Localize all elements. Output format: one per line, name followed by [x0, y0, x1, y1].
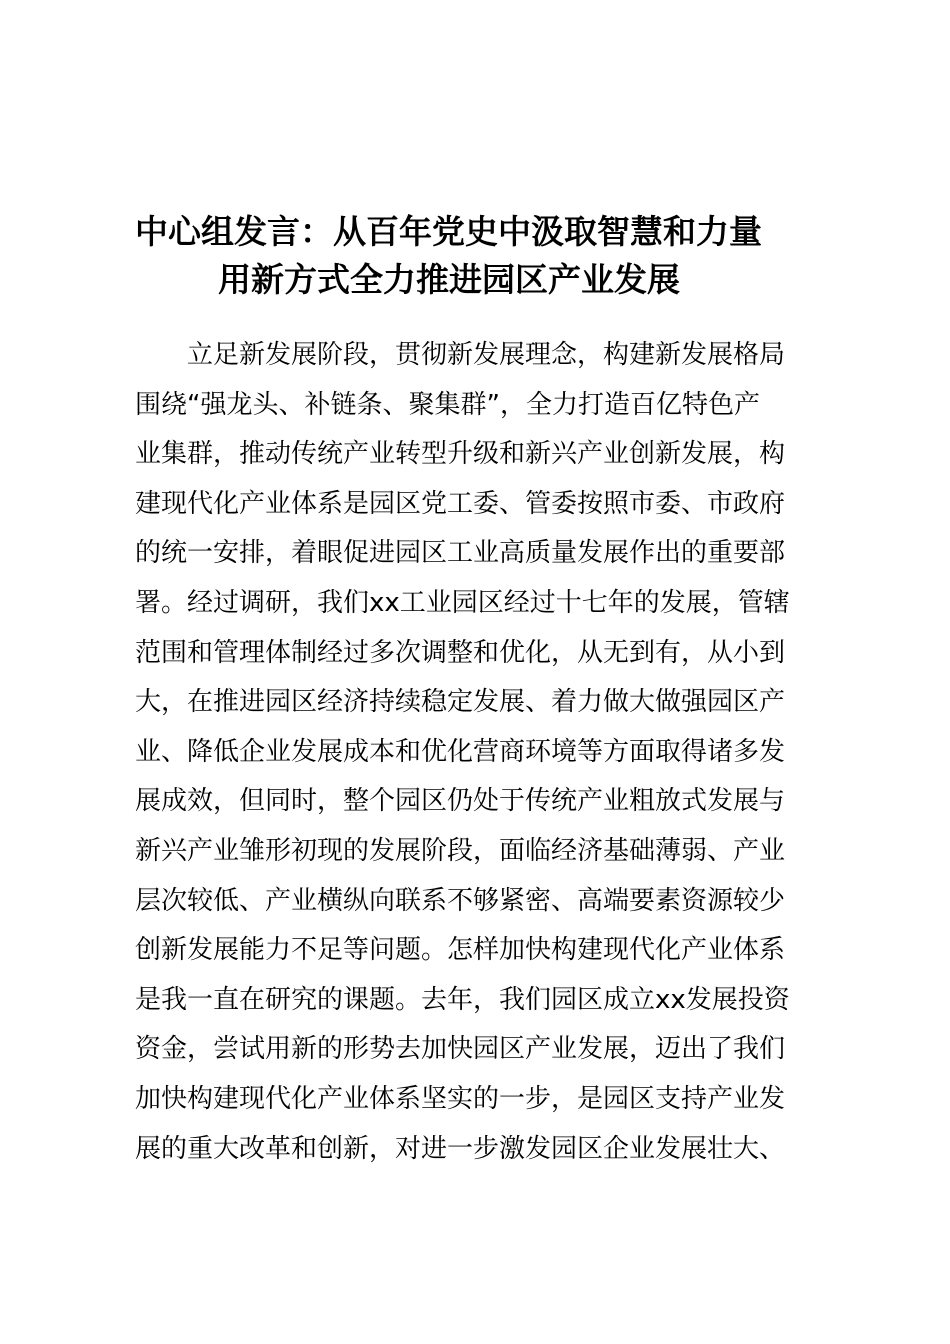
body-line-3: 业集群，推动传统产业转型升级和新兴产业创新发展，构 — [135, 439, 786, 470]
body-line-11: 新兴产业雏形初现的发展阶段，面临经济基础薄弱、产业 — [135, 835, 786, 866]
body-line-4: 建现代化产业体系是园区党工委、管委按照市委、市政府 — [135, 488, 786, 519]
body-line-15: 资金，尝试用新的形势去加快园区产业发展，迈出了我们 — [135, 1034, 786, 1065]
body-line-14: 是我一直在研究的课题。去年，我们园区成立xx发展投资 — [135, 984, 790, 1015]
body-paragraph — [135, 331, 835, 1174]
document-title — [0, 208, 950, 304]
body-line-10: 展成效，但同时，整个园区仍处于传统产业粗放式发展与 — [135, 786, 786, 817]
title-line-2: 用新方式全力推进园区产业发展 — [218, 260, 680, 299]
body-line-7: 范围和管理体制经过多次调整和优化，从无到有，从小到 — [135, 637, 786, 668]
body-line-9: 业、降低企业发展成本和优化营商环境等方面取得诸多发 — [135, 736, 786, 767]
body-line-1: 立足新发展阶段，贯彻新发展理念，构建新发展格局 — [187, 340, 786, 370]
body-line-13: 创新发展能力不足等问题。怎样加快构建现代化产业体系 — [135, 935, 786, 966]
body-line-5: 的统一安排，着眼促进园区工业高质量发展作出的重要部 — [135, 538, 786, 569]
body-line-8: 大，在推进园区经济持续稳定发展、着力做大做强园区产 — [135, 687, 786, 718]
body-line-12: 层次较低、产业横纵向联系不够紧密、高端要素资源较少 — [135, 885, 786, 916]
title-line-1: 中心组发言：从百年党史中汲取智慧和力量 — [135, 212, 762, 251]
body-line-16: 加快构建现代化产业体系坚实的一步，是园区支持产业发 — [135, 1083, 786, 1114]
body-line-6: 署。经过调研，我们xx工业园区经过十七年的发展，管辖 — [135, 587, 790, 618]
body-line-17: 展的重大改革和创新，对进一步激发园区企业发展壮大、 — [135, 1133, 786, 1164]
body-line-2: 围绕“强龙头、补链条、聚集群”，全力打造百亿特色产 — [135, 389, 760, 420]
